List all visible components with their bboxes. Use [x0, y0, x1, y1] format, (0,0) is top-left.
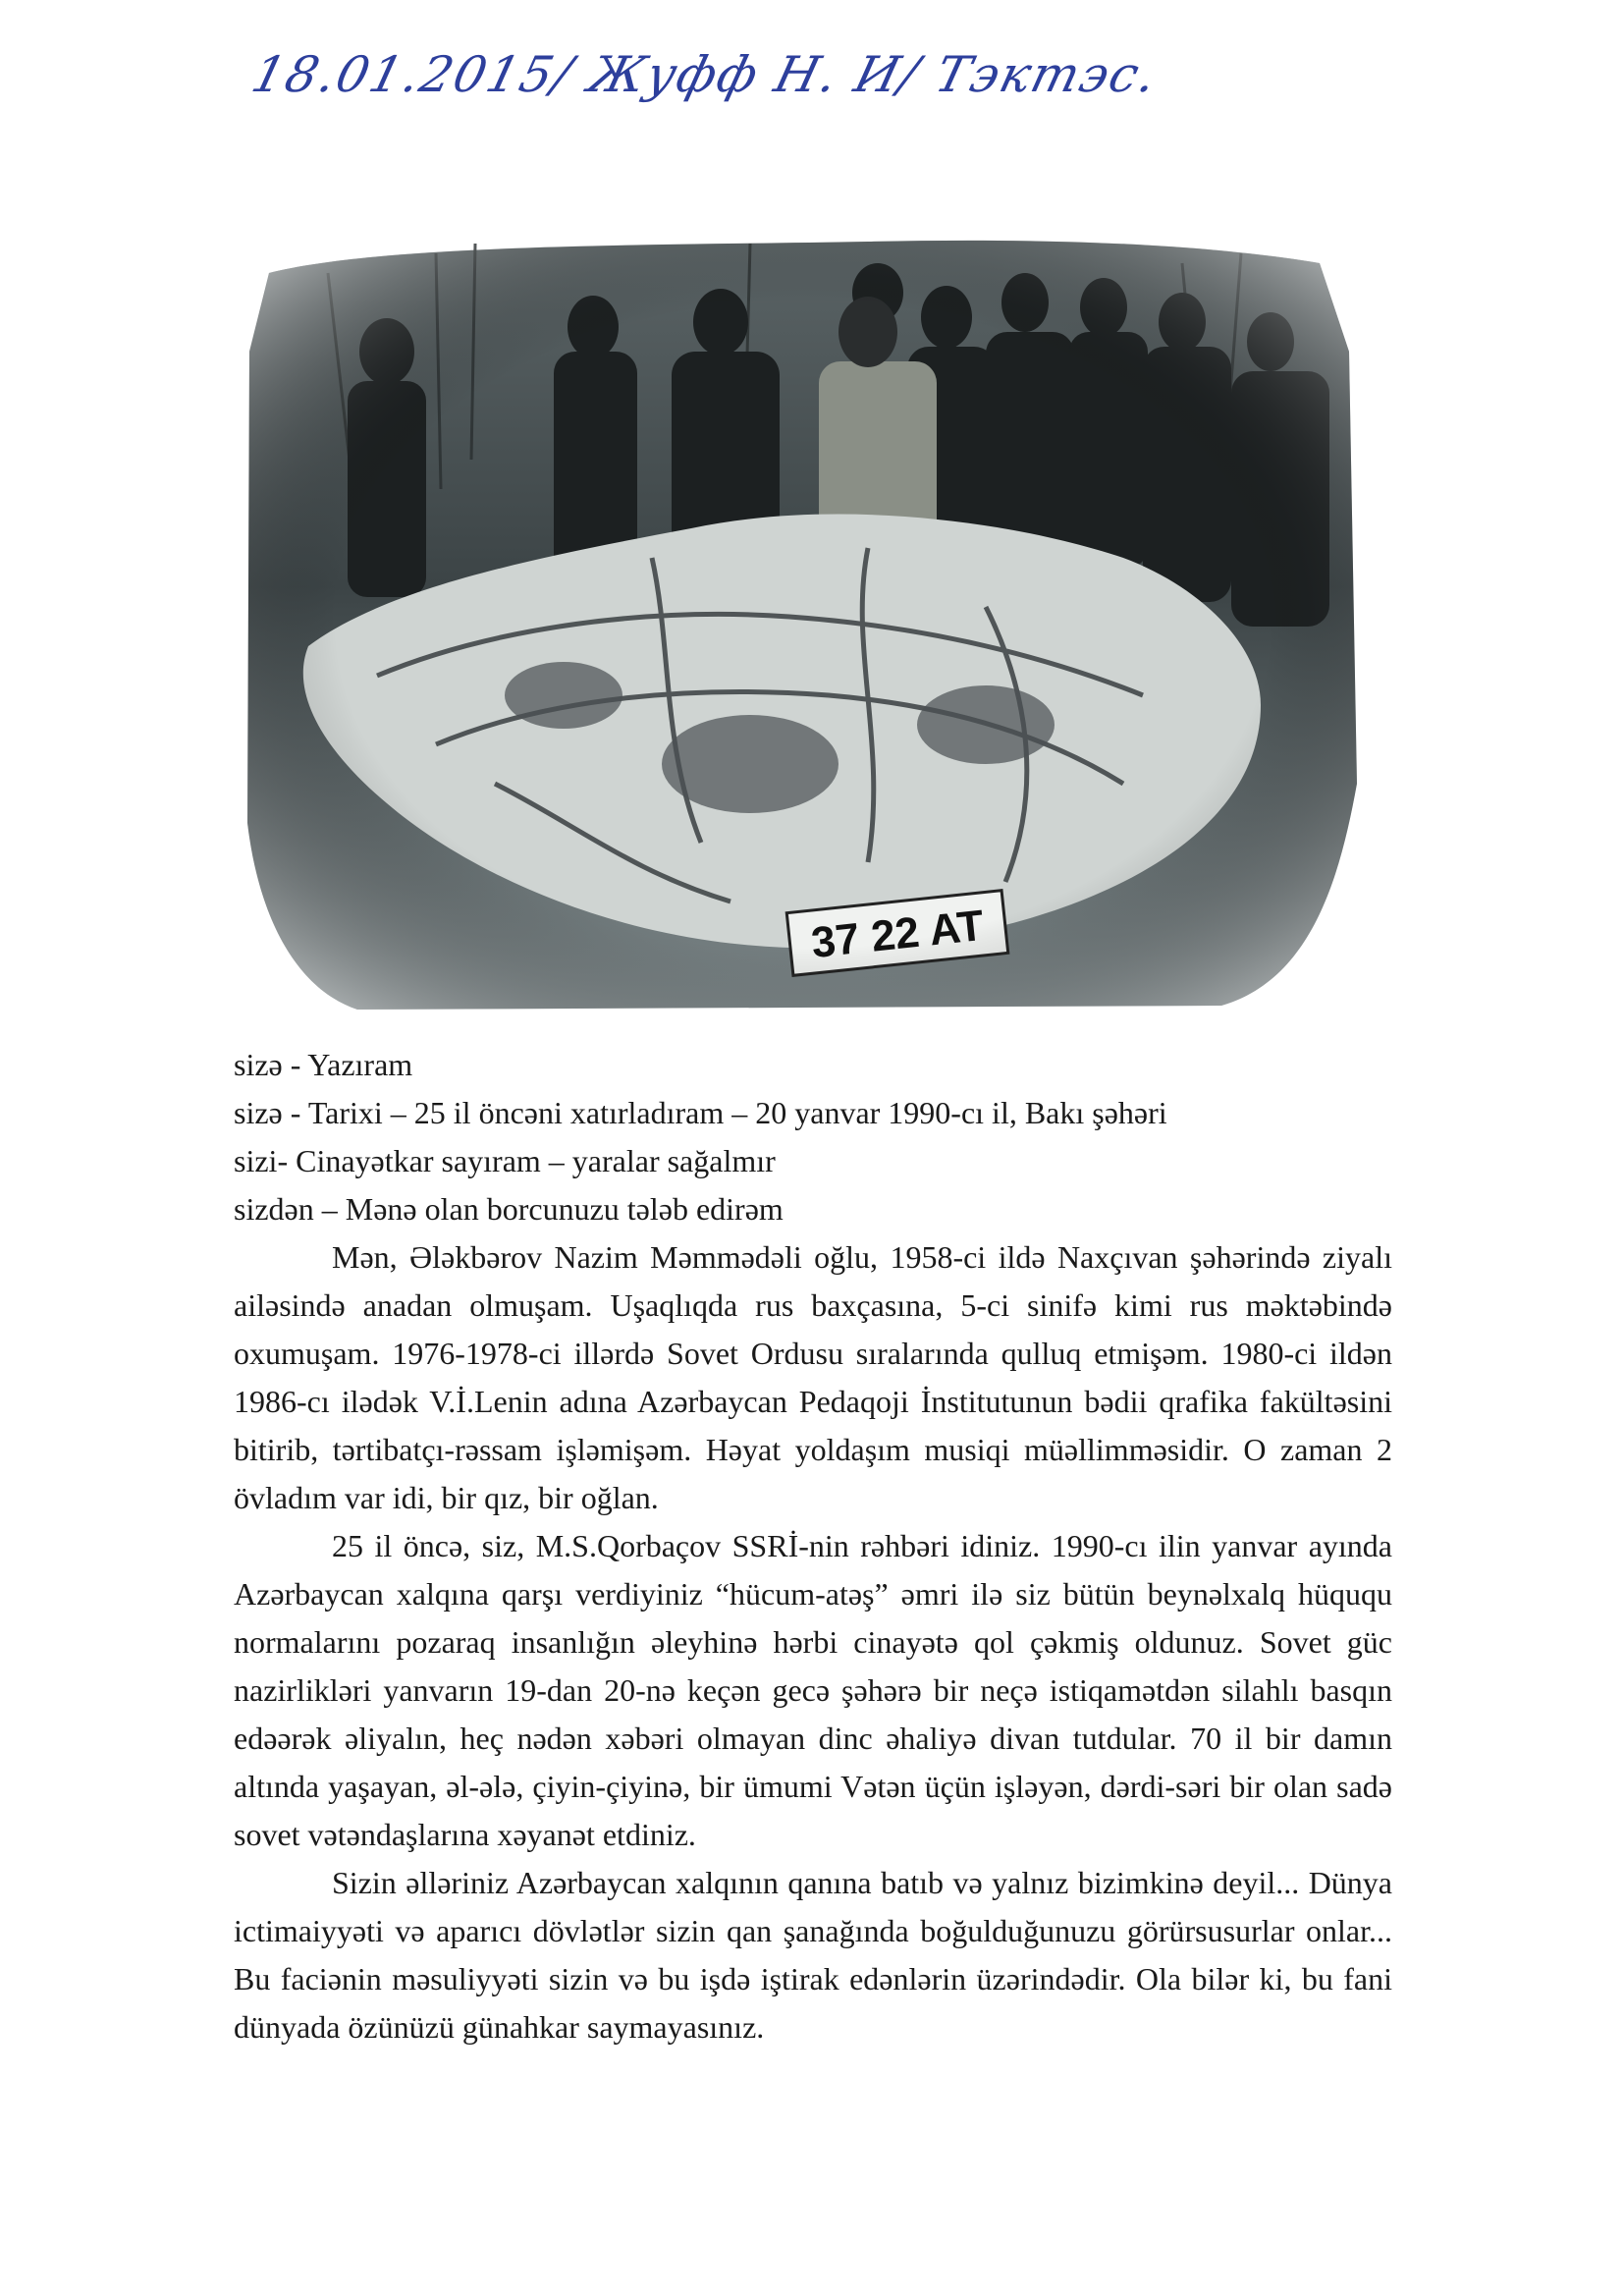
letter-text — [234, 1041, 1392, 2051]
photo-illustration — [240, 234, 1359, 1015]
wrecked-car-photo — [240, 234, 1359, 1015]
opening-line-2: sizə - Tarixi – 25 il öncəni xatırladıram – 20 yanvar 1990-cı il, Bakı şəhəri — [234, 1095, 1167, 1130]
opening-line-4: sizdən – Mənə olan borcunuzu tələb edirəm — [234, 1191, 784, 1227]
paragraph-responsibility: Sizin əlləriniz Azərbaycan xalqının qanına batıb və yalnız bizimkinə deyil... Dünya ictimaiyyəti və aparıcı dövlətlər sizin qan şanağında boğulduğunuzu görürsusurlar onlar... Bu faciənin məsuliyyəti sizin və bu işdə iştirak edənlərin üzərindədir. Ola bilər ki, bu fani dünyada özünüzü günahkar saymayasınız. — [234, 1865, 1392, 2045]
opening-line-3: sizi- Cinayətkar sayıram – yaralar sağalmır — [234, 1143, 776, 1178]
opening-line-1: sizə - Yazıram — [234, 1047, 413, 1082]
paragraph-accusation: 25 il öncə, siz, M.S.Qorbaçov SSRİ-nin rəhbəri idiniz. 1990-cı ilin yanvar ayında Azərbaycan xalqına qarşı verdiyiniz “hücum-atəş” əmri ilə siz bütün beynəlxalq hüququ normalarını pozaraq insanlığın əleyhinə hərbi cinayətə qol çəkmiş oldunuz. Sovet güc nazirlikləri yanvarın 19-dan 20-nə keçən gecə şəhərə bir neçə istiqamətdən silahlı basqın edəərək əliyalın, heç nədən xəbəri olmayan dinc əhaliyə divan tutdular. 70 il bir damın altında yaşayan, əl-ələ, çiyin-çiyinə, bir ümumi Vətən üçün işləyən, dərdi-səri bir olan sadə sovet vətəndaşlarına xəyanət etdiniz. — [234, 1528, 1392, 1852]
handwritten-note — [243, 35, 1164, 114]
handwritten-note-text: 18.01.2015/ Жуфф Н. И/ Тэктэс. — [245, 46, 1164, 103]
paragraph-biography: Mən, Ələkbərov Nazim Məmmədəli oğlu, 1958-ci ildə Naxçıvan şəhərində ziyalı ailəsində anadan olmuşam. Uşaqlıqda rus baxçasına, 5-ci sinifə kimi rus məktəbində oxumuşam. 1976-1978-ci illərdə Sovet Ordusu sıralarında qulluq etmişəm. 1980-ci ildən 1986-cı ilədək V.İ.Lenin adına Azərbaycan Pedaqoji İnstitutunun bədii qrafika fakültəsini bitirib, tərtibatçı-rəssam işləmişəm. Həyat yoldaşım musiqi müəllimməsidir. O zaman 2 övladım var idi, bir qız, bir oğlan. — [234, 1239, 1392, 1515]
